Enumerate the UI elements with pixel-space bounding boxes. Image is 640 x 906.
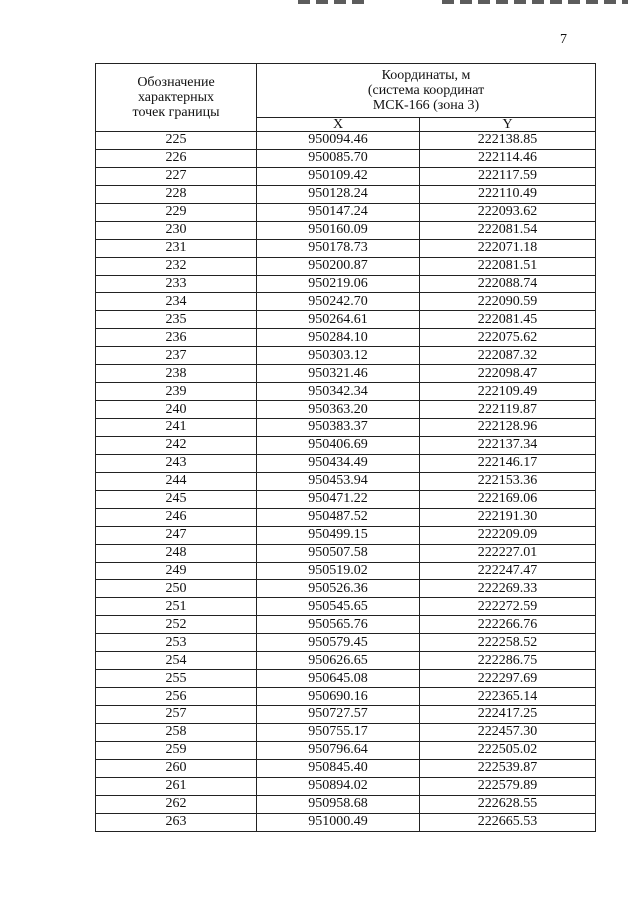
table-row — [96, 454, 596, 472]
y-coordinate-cell: 222081.54 — [420, 221, 596, 239]
table-row — [96, 598, 596, 616]
x-coordinate-cell: 950321.46 — [257, 365, 420, 383]
x-coordinate-cell: 950958.68 — [257, 795, 420, 813]
y-coordinate-cell: 222505.02 — [420, 741, 596, 759]
y-coordinate-cell: 222272.59 — [420, 598, 596, 616]
table-row — [96, 741, 596, 759]
scan-edge-marks — [298, 0, 628, 4]
table-row — [96, 167, 596, 185]
x-coordinate-cell: 950545.65 — [257, 598, 420, 616]
y-coordinate-cell: 222090.59 — [420, 293, 596, 311]
table-row — [96, 670, 596, 688]
scan-edge-gap — [370, 0, 438, 5]
x-coordinate-cell: 950519.02 — [257, 562, 420, 580]
y-coordinate-cell: 222081.45 — [420, 311, 596, 329]
table-row — [96, 616, 596, 634]
point-number-cell: 263 — [96, 813, 257, 831]
x-coordinate-cell: 950160.09 — [257, 221, 420, 239]
point-number-cell: 228 — [96, 185, 257, 203]
header-line: МСК-166 (зона 3) — [372, 98, 480, 113]
y-coordinate-cell: 222457.30 — [420, 723, 596, 741]
x-coordinate-cell: 950796.64 — [257, 741, 420, 759]
point-number-cell: 255 — [96, 670, 257, 688]
x-coordinate-cell: 950471.22 — [257, 490, 420, 508]
x-column-header: X — [257, 118, 420, 132]
x-coordinate-cell: 950284.10 — [257, 329, 420, 347]
point-number-cell: 231 — [96, 239, 257, 257]
y-coordinate-cell: 222227.01 — [420, 544, 596, 562]
x-coordinate-cell: 950626.65 — [257, 652, 420, 670]
coordinates-header — [257, 64, 596, 118]
x-coordinate-cell: 950094.46 — [257, 132, 420, 150]
table-row — [96, 221, 596, 239]
y-coordinate-cell: 222539.87 — [420, 759, 596, 777]
table-row — [96, 544, 596, 562]
point-number-cell: 251 — [96, 598, 257, 616]
y-coordinate-cell: 222093.62 — [420, 203, 596, 221]
y-coordinate-cell: 222579.89 — [420, 777, 596, 795]
y-coordinate-cell: 222119.87 — [420, 401, 596, 419]
y-coordinate-cell: 222109.49 — [420, 383, 596, 401]
table-row — [96, 257, 596, 275]
y-coordinate-cell: 222247.47 — [420, 562, 596, 580]
y-coordinate-cell: 222088.74 — [420, 275, 596, 293]
y-coordinate-cell: 222365.14 — [420, 688, 596, 706]
table-row — [96, 203, 596, 221]
x-coordinate-cell: 950303.12 — [257, 347, 420, 365]
y-coordinate-cell: 222098.47 — [420, 365, 596, 383]
point-number-cell: 256 — [96, 688, 257, 706]
y-coordinate-cell: 222137.34 — [420, 436, 596, 454]
table-row — [96, 365, 596, 383]
table-row — [96, 472, 596, 490]
point-number-cell: 242 — [96, 436, 257, 454]
y-coordinate-cell: 222087.32 — [420, 347, 596, 365]
page-number: 7 — [560, 32, 567, 47]
point-number-cell: 246 — [96, 508, 257, 526]
point-number-cell: 262 — [96, 795, 257, 813]
point-number-cell: 239 — [96, 383, 257, 401]
x-coordinate-cell: 950645.08 — [257, 670, 420, 688]
point-number-cell: 241 — [96, 419, 257, 437]
table-row — [96, 652, 596, 670]
table-row — [96, 132, 596, 150]
x-coordinate-cell: 950147.24 — [257, 203, 420, 221]
y-coordinate-cell: 222114.46 — [420, 149, 596, 167]
x-coordinate-cell: 950565.76 — [257, 616, 420, 634]
point-number-cell: 254 — [96, 652, 257, 670]
point-number-cell: 226 — [96, 149, 257, 167]
point-number-cell: 244 — [96, 472, 257, 490]
point-number-cell: 238 — [96, 365, 257, 383]
table-row — [96, 777, 596, 795]
x-coordinate-cell: 950507.58 — [257, 544, 420, 562]
x-coordinate-cell: 950109.42 — [257, 167, 420, 185]
y-coordinate-cell: 222071.18 — [420, 239, 596, 257]
y-coordinate-cell: 222146.17 — [420, 454, 596, 472]
x-coordinate-cell: 950406.69 — [257, 436, 420, 454]
x-coordinate-cell: 950242.70 — [257, 293, 420, 311]
point-number-cell: 250 — [96, 580, 257, 598]
point-number-cell: 233 — [96, 275, 257, 293]
point-number-cell: 225 — [96, 132, 257, 150]
x-coordinate-cell: 950453.94 — [257, 472, 420, 490]
x-coordinate-cell: 951000.49 — [257, 813, 420, 831]
x-coordinate-cell: 950755.17 — [257, 723, 420, 741]
point-number-cell: 234 — [96, 293, 257, 311]
point-number-cell: 240 — [96, 401, 257, 419]
y-coordinate-cell: 222153.36 — [420, 472, 596, 490]
table-row — [96, 293, 596, 311]
table-row — [96, 490, 596, 508]
y-coordinate-cell: 222269.33 — [420, 580, 596, 598]
x-coordinate-cell: 950178.73 — [257, 239, 420, 257]
y-coordinate-cell: 222628.55 — [420, 795, 596, 813]
y-coordinate-cell: 222266.76 — [420, 616, 596, 634]
y-coordinate-cell: 222297.69 — [420, 670, 596, 688]
point-number-cell: 229 — [96, 203, 257, 221]
y-coordinate-cell: 222138.85 — [420, 132, 596, 150]
x-coordinate-cell: 950383.37 — [257, 419, 420, 437]
table-row — [96, 706, 596, 724]
table-row — [96, 275, 596, 293]
point-number-cell: 247 — [96, 526, 257, 544]
table-row — [96, 383, 596, 401]
y-coordinate-cell: 222286.75 — [420, 652, 596, 670]
table-row — [96, 185, 596, 203]
y-coordinate-cell: 222075.62 — [420, 329, 596, 347]
table-row — [96, 149, 596, 167]
header-line: точек границы — [132, 105, 220, 120]
x-coordinate-cell: 950579.45 — [257, 634, 420, 652]
x-coordinate-cell: 950487.52 — [257, 508, 420, 526]
y-coordinate-cell: 222191.30 — [420, 508, 596, 526]
y-column-header: Y — [420, 118, 596, 132]
table-row — [96, 347, 596, 365]
x-coordinate-cell: 950200.87 — [257, 257, 420, 275]
x-coordinate-cell: 950342.34 — [257, 383, 420, 401]
y-coordinate-cell: 222128.96 — [420, 419, 596, 437]
table-row — [96, 311, 596, 329]
point-number-cell: 236 — [96, 329, 257, 347]
x-coordinate-cell: 950085.70 — [257, 149, 420, 167]
point-number-cell: 248 — [96, 544, 257, 562]
point-number-cell: 237 — [96, 347, 257, 365]
table-row — [96, 580, 596, 598]
y-coordinate-cell: 222081.51 — [420, 257, 596, 275]
y-coordinate-cell: 222110.49 — [420, 185, 596, 203]
table-row — [96, 795, 596, 813]
y-coordinate-cell: 222665.53 — [420, 813, 596, 831]
point-number-cell: 235 — [96, 311, 257, 329]
y-coordinate-cell: 222117.59 — [420, 167, 596, 185]
x-coordinate-cell: 950727.57 — [257, 706, 420, 724]
point-number-cell: 232 — [96, 257, 257, 275]
point-number-cell: 259 — [96, 741, 257, 759]
table-row — [96, 723, 596, 741]
table-row — [96, 508, 596, 526]
table-row — [96, 526, 596, 544]
point-number-cell: 245 — [96, 490, 257, 508]
header-line: Обозначение — [137, 75, 215, 90]
coordinates-table — [95, 63, 596, 832]
x-coordinate-cell: 950219.06 — [257, 275, 420, 293]
header-line: (система координат — [367, 83, 485, 98]
y-coordinate-cell: 222417.25 — [420, 706, 596, 724]
header-line: характерных — [137, 90, 215, 105]
y-coordinate-cell: 222209.09 — [420, 526, 596, 544]
point-number-cell: 260 — [96, 759, 257, 777]
x-coordinate-cell: 950690.16 — [257, 688, 420, 706]
point-number-cell: 243 — [96, 454, 257, 472]
point-number-cell: 249 — [96, 562, 257, 580]
x-coordinate-cell: 950434.49 — [257, 454, 420, 472]
point-number-cell: 253 — [96, 634, 257, 652]
x-coordinate-cell: 950526.36 — [257, 580, 420, 598]
table-row — [96, 688, 596, 706]
point-number-cell: 227 — [96, 167, 257, 185]
point-number-cell: 230 — [96, 221, 257, 239]
x-coordinate-cell: 950845.40 — [257, 759, 420, 777]
point-number-cell: 252 — [96, 616, 257, 634]
x-coordinate-cell: 950128.24 — [257, 185, 420, 203]
table-row — [96, 419, 596, 437]
table-row — [96, 239, 596, 257]
table-row — [96, 634, 596, 652]
x-coordinate-cell: 950894.02 — [257, 777, 420, 795]
point-number-cell: 261 — [96, 777, 257, 795]
table-row — [96, 759, 596, 777]
point-designation-header — [96, 64, 257, 132]
table-row — [96, 436, 596, 454]
table-row — [96, 813, 596, 831]
x-coordinate-cell: 950499.15 — [257, 526, 420, 544]
y-coordinate-cell: 222169.06 — [420, 490, 596, 508]
y-coordinate-cell: 222258.52 — [420, 634, 596, 652]
table-row — [96, 401, 596, 419]
header-line: Координаты, м — [381, 68, 471, 83]
x-coordinate-cell: 950363.20 — [257, 401, 420, 419]
table-row — [96, 329, 596, 347]
x-coordinate-cell: 950264.61 — [257, 311, 420, 329]
point-number-cell: 257 — [96, 706, 257, 724]
table-row — [96, 562, 596, 580]
point-number-cell: 258 — [96, 723, 257, 741]
